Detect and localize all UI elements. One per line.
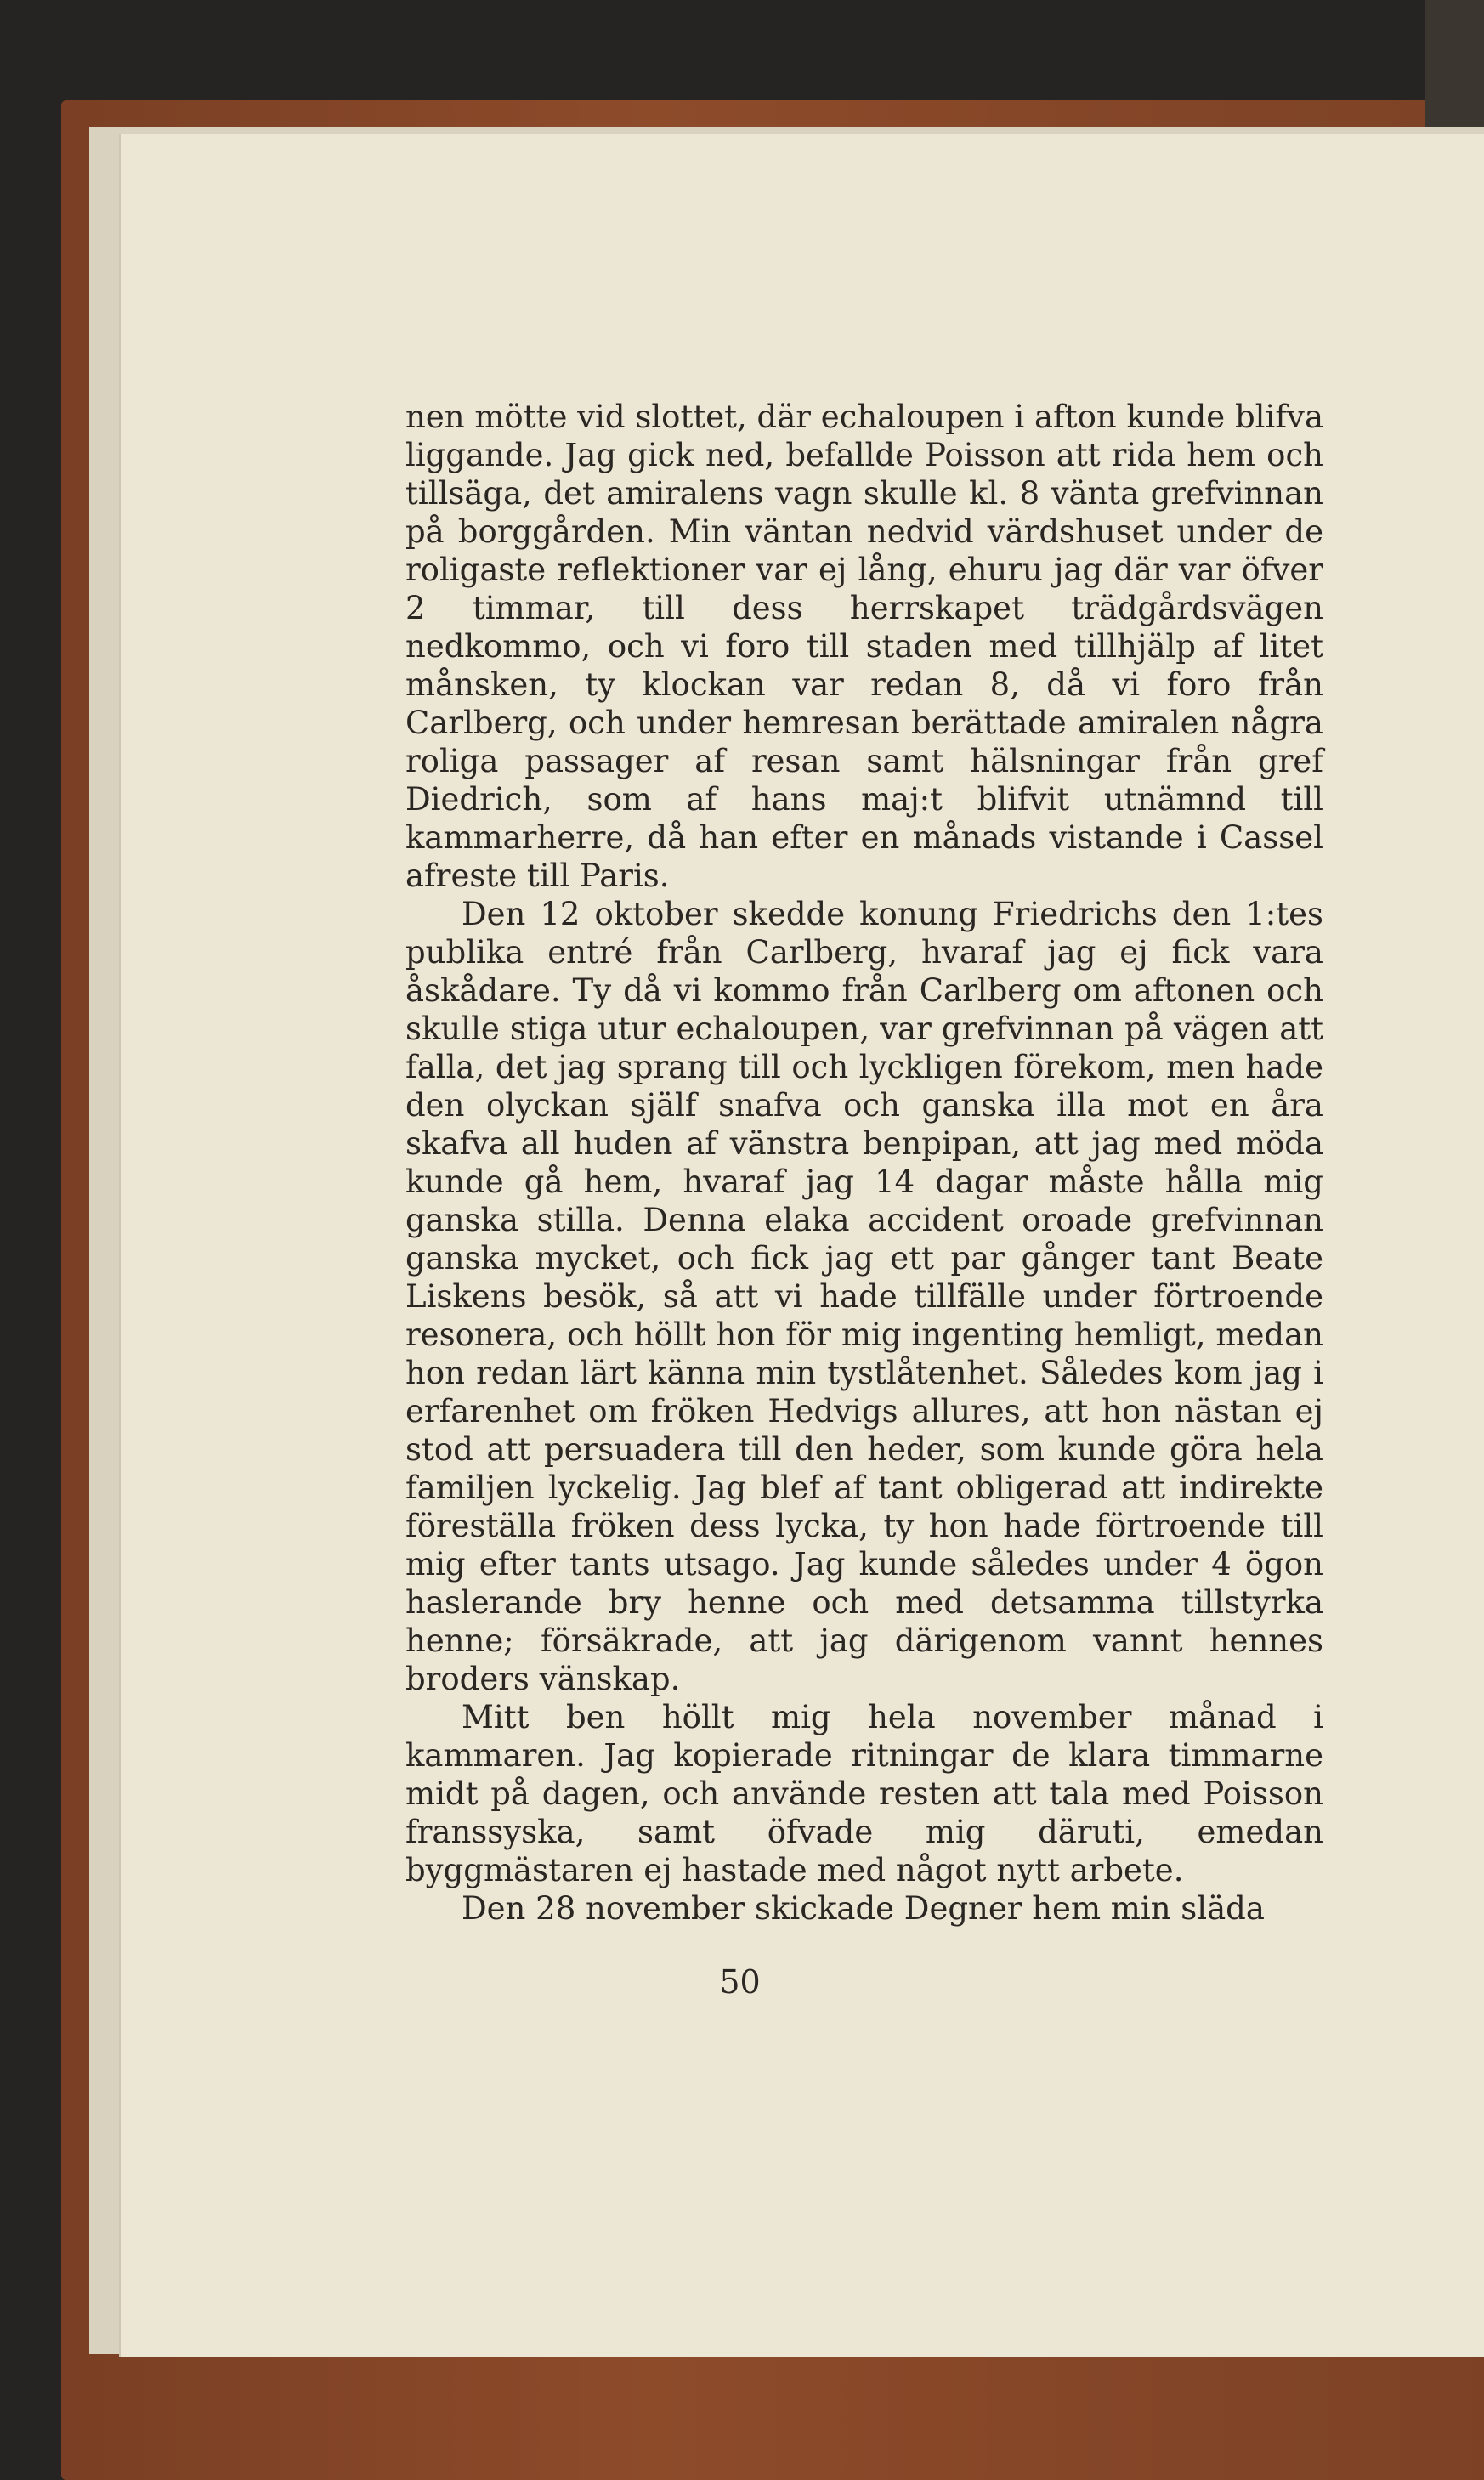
background-corner [1425, 0, 1484, 136]
body-text [405, 398, 1323, 1928]
paragraph-2: Den 12 oktober skedde konung Friedrichs den 1:tes publika entré från Carlberg, hvaraf jag ej fick vara åskådare. Ty då vi kommo från Carlberg om aftonen och skulle stiga utur echaloupen, var grefvinnan på vägen att falla, det jag sprang till och lyckligen förekom, men hade den olyckan själf snafva och ganska illa mot en åra skafva all huden af vänstra benpipan, att jag med möda kunde gå hem, hvaraf jag 14 dagar måste hålla mig ganska stilla. Denna elaka accident oroade grefvinnan ganska mycket, och fick jag ett par gånger tant Beate Liskens besök, så att vi hade tillfälle under förtroende resonera, och höllt hon för mig ingenting hemligt, medan hon redan lärt känna min tystlåtenhet. Således kom jag i erfarenhet om fröken Hedvigs allures, att hon nästan ej stod att persuadera till den heder, som kunde göra hela familjen lyckelig. Jag blef af tant obligerad att indirekte föreställa fröken dess lycka, ty hon hade förtroende till mig efter tants utsago. Jag kunde således under 4 ögon haslerande bry henne och med detsamma tillstyrka henne; försäkrade, att jag därigenom vannt hennes broders vänskap. [405, 896, 1323, 1697]
paragraph-3: Mitt ben höllt mig hela november månad i kammaren. Jag kopierade ritningar de klara timmarne midt på dagen, och använde resten att tala med Poisson franssyska, samt öfvade mig däruti, emedan byggmästaren ej hastade med något nytt arbete. [405, 1699, 1323, 1888]
paragraph-1: nen mötte vid slottet, där echaloupen i afton kunde blifva liggande. Jag gick ned, befallde Poisson att rida hem och tillsäga, det amiralens vagn skulle kl. 8 vänta grefvinnan på borggården. Min väntan nedvid värdshuset under de roligaste reflektioner var ej lång, ehuru jag där var öfver 2 timmar, till dess herrskapet trädgårdsvägen nedkommo, och vi foro till staden med tillhjälp af litet månsken, ty klockan var redan 8, då vi foro från Carlberg, och under hemresan berättade amiralen några roliga passager af resan samt hälsningar från gref Diedrich, som af hans maj:t blifvit utnämnd till kammarherre, då han efter en månads vistande i Cassel afreste till Paris. [405, 399, 1323, 894]
paragraph-4: Den 28 november skickade Degner hem min släda [462, 1890, 1265, 1927]
page-number: 50 [719, 1963, 761, 2001]
